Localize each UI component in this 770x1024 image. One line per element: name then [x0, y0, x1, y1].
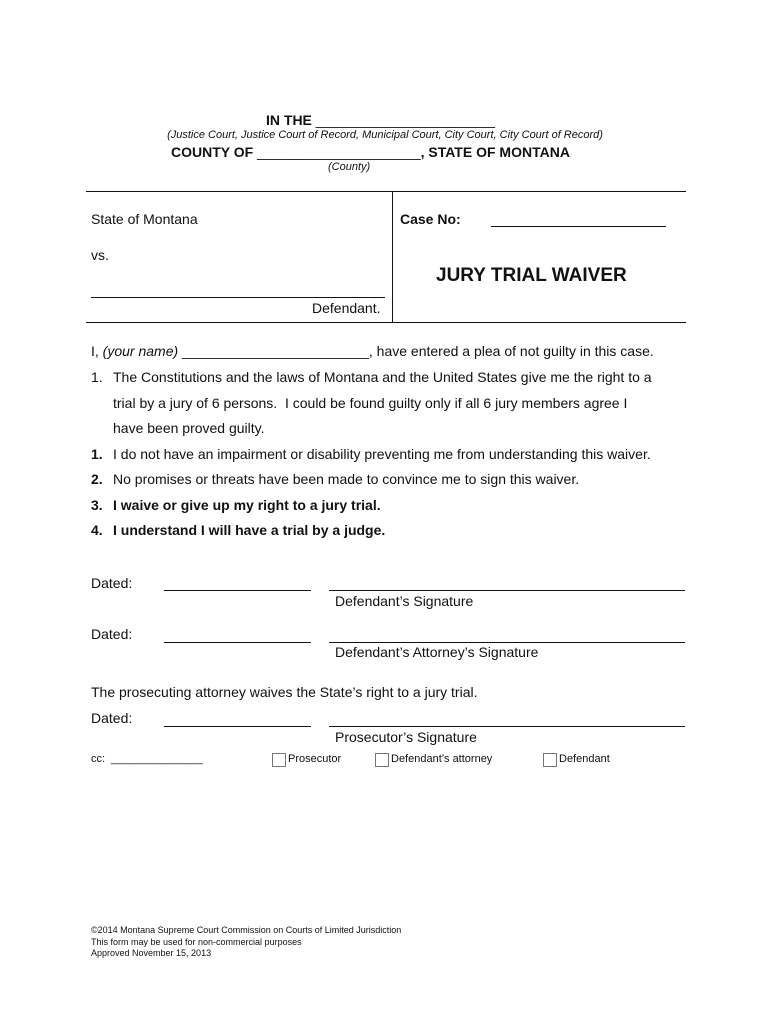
county-blank: _____________________ — [257, 144, 421, 160]
footer-usage: This form may be used for non-commercial purposes — [91, 936, 302, 947]
defendant-signature-line[interactable] — [329, 590, 685, 591]
defendant-name-field[interactable] — [91, 297, 385, 298]
dated-label-defendant: Dated: — [91, 575, 133, 591]
cc-blank[interactable]: _______________ — [111, 753, 203, 765]
prosecutor-signature-label: Prosecutor’s Signature — [335, 729, 477, 745]
case-no-label: Case No: — [400, 211, 461, 227]
statement-4-line-1: I waive or give up my right to a jury trial. — [113, 497, 381, 513]
statement-1-line-1: The Constitutions and the laws of Montana and the United States give me the right to a — [113, 369, 652, 385]
dated-label-prosecutor: Dated: — [91, 710, 133, 726]
prosecutor-statement: The prosecuting attorney waives the State’s right to a jury trial. — [91, 684, 478, 700]
date-field-prosecutor[interactable] — [164, 726, 311, 727]
cc-defendant-checkbox[interactable] — [543, 753, 557, 767]
cc-prosecutor-checkbox[interactable] — [272, 753, 286, 767]
intro-suffix: , have entered a plea of not guilty in this case. — [368, 343, 654, 359]
county-heading — [171, 144, 570, 160]
cc-attorney-label: Defendant’s attorney — [391, 753, 493, 765]
statement-2-line-1: I do not have an impairment or disability preventing me from understanding this waiver. — [113, 446, 651, 462]
cc-defendant-label: Defendant — [559, 753, 610, 765]
footer-copyright: ©2014 Montana Supreme Court Commission on Courts of Limited Jurisdiction — [91, 925, 402, 935]
cc-prosecutor-label: Prosecutor — [288, 753, 342, 765]
dated-label-attorney: Dated: — [91, 626, 133, 642]
footer-approved: Approved November 15, 2013 — [91, 948, 212, 958]
statement-2-num: 1. — [91, 446, 103, 462]
in-the-label: IN THE — [266, 112, 312, 128]
your-name-hint: (your name) — [102, 343, 179, 359]
county-hint: (County) — [328, 161, 371, 173]
footer-notes — [91, 925, 401, 960]
county-of-label: COUNTY OF — [171, 144, 254, 160]
defendant-signature-label: Defendant’s Signature — [335, 593, 474, 609]
statement-4-num: 3. — [91, 497, 103, 513]
state-label: , STATE OF MONTANA — [420, 144, 570, 160]
plaintiff-name: State of Montana — [91, 211, 198, 227]
form-title: JURY TRIAL WAIVER — [436, 265, 627, 286]
date-field-attorney[interactable] — [164, 642, 311, 643]
statement-1-line-2: trial by a jury of 6 persons. I could be found guilty only if all 6 jury members agree I — [113, 395, 628, 411]
intro-prefix: I, — [91, 343, 99, 359]
court-types-hint: (Justice Court, Justice Court of Record, Municipal Court, City Court, City Court of Record) — [167, 129, 603, 141]
date-field-defendant[interactable] — [164, 590, 311, 591]
statement-3-num: 2. — [91, 471, 103, 487]
intro-line — [91, 343, 654, 359]
statement-1-num: 1. — [91, 369, 103, 385]
caption-top-rule — [86, 191, 686, 192]
statement-5-num: 4. — [91, 522, 103, 538]
case-no-field[interactable] — [491, 226, 666, 227]
statement-5-line-1: I understand I will have a trial by a judge. — [113, 522, 386, 538]
defendant-label: Defendant. — [312, 300, 381, 316]
statement-1-line-3: have been proved guilty. — [113, 420, 265, 436]
caption-divider — [392, 191, 393, 322]
attorney-signature-label: Defendant’s Attorney’s Signature — [335, 644, 539, 660]
court-name-blank: _______________________ — [315, 112, 495, 128]
statement-3-line-1: No promises or threats have been made to convince me to sign this waiver. — [113, 471, 580, 487]
your-name-blank[interactable]: ________________________ — [182, 343, 369, 359]
attorney-signature-line[interactable] — [329, 642, 685, 643]
caption-bottom-rule — [86, 322, 686, 323]
versus-label: vs. — [91, 247, 109, 263]
cc-attorney-checkbox[interactable] — [375, 753, 389, 767]
court-heading — [266, 112, 495, 128]
cc-label: cc: — [91, 753, 106, 765]
prosecutor-signature-line[interactable] — [329, 726, 685, 727]
